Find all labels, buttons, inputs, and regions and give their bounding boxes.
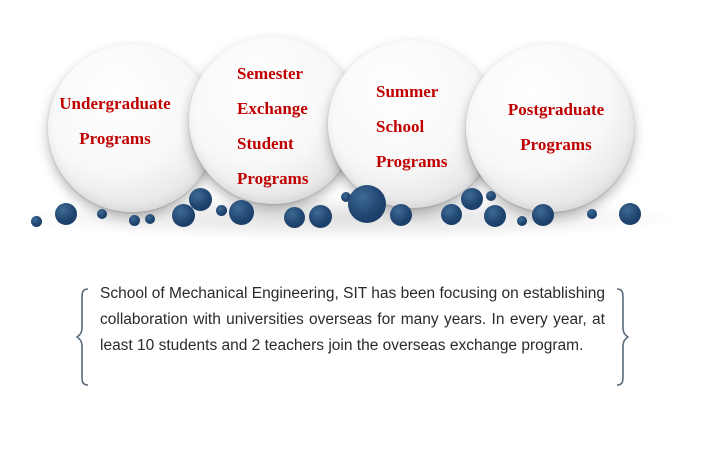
decorative-dot	[31, 216, 42, 227]
summer-school-line-3: Programs	[376, 152, 448, 171]
undergraduate-line-1: Undergraduate	[59, 94, 171, 113]
undergraduate-label	[58, 86, 172, 156]
summer-school-line-2: School	[376, 117, 425, 136]
decorative-dot	[189, 188, 212, 211]
semester-exchange-line-4: Programs	[237, 169, 309, 188]
semester-exchange-line-3: Student	[237, 134, 294, 153]
decorative-dot	[284, 207, 305, 228]
decorative-dot	[229, 200, 254, 225]
postgraduate-line-1: Postgraduate	[507, 100, 605, 119]
decorative-dot	[517, 216, 527, 226]
decorative-dot	[587, 209, 597, 219]
decorative-dot	[461, 188, 483, 210]
decorative-dot	[486, 191, 496, 201]
undergraduate-line-2: Programs	[79, 129, 151, 148]
decorative-dot	[309, 205, 332, 228]
postgraduate-line-2: Programs	[520, 135, 592, 154]
decorative-dot	[532, 204, 554, 226]
decorative-dot	[129, 215, 140, 226]
decorative-dot	[97, 209, 107, 219]
summer-school-label	[376, 74, 447, 179]
decorative-dot	[441, 204, 462, 225]
semester-exchange-line-2: Exchange	[237, 99, 308, 118]
description-text: School of Mechanical Engineering, SIT has been focusing on establishing collaboration with universities overseas for many years. In every year, at least 10 students and 2 teachers join the overseas exchange program.	[100, 285, 605, 354]
summer-school-line-1: Summer	[376, 82, 439, 101]
decorative-dot	[484, 205, 506, 227]
semester-exchange-line-1: Semester	[237, 64, 304, 83]
decorative-dot	[145, 214, 155, 224]
decorative-dot	[619, 203, 641, 225]
decorative-dot	[390, 204, 412, 226]
decorative-dot	[55, 203, 77, 225]
postgraduate-label	[492, 92, 620, 162]
left-brace-icon	[76, 287, 92, 387]
right-brace-icon	[613, 287, 629, 387]
decorative-dot	[348, 185, 386, 223]
semester-exchange-label	[237, 56, 308, 196]
decorative-dot	[216, 205, 227, 216]
